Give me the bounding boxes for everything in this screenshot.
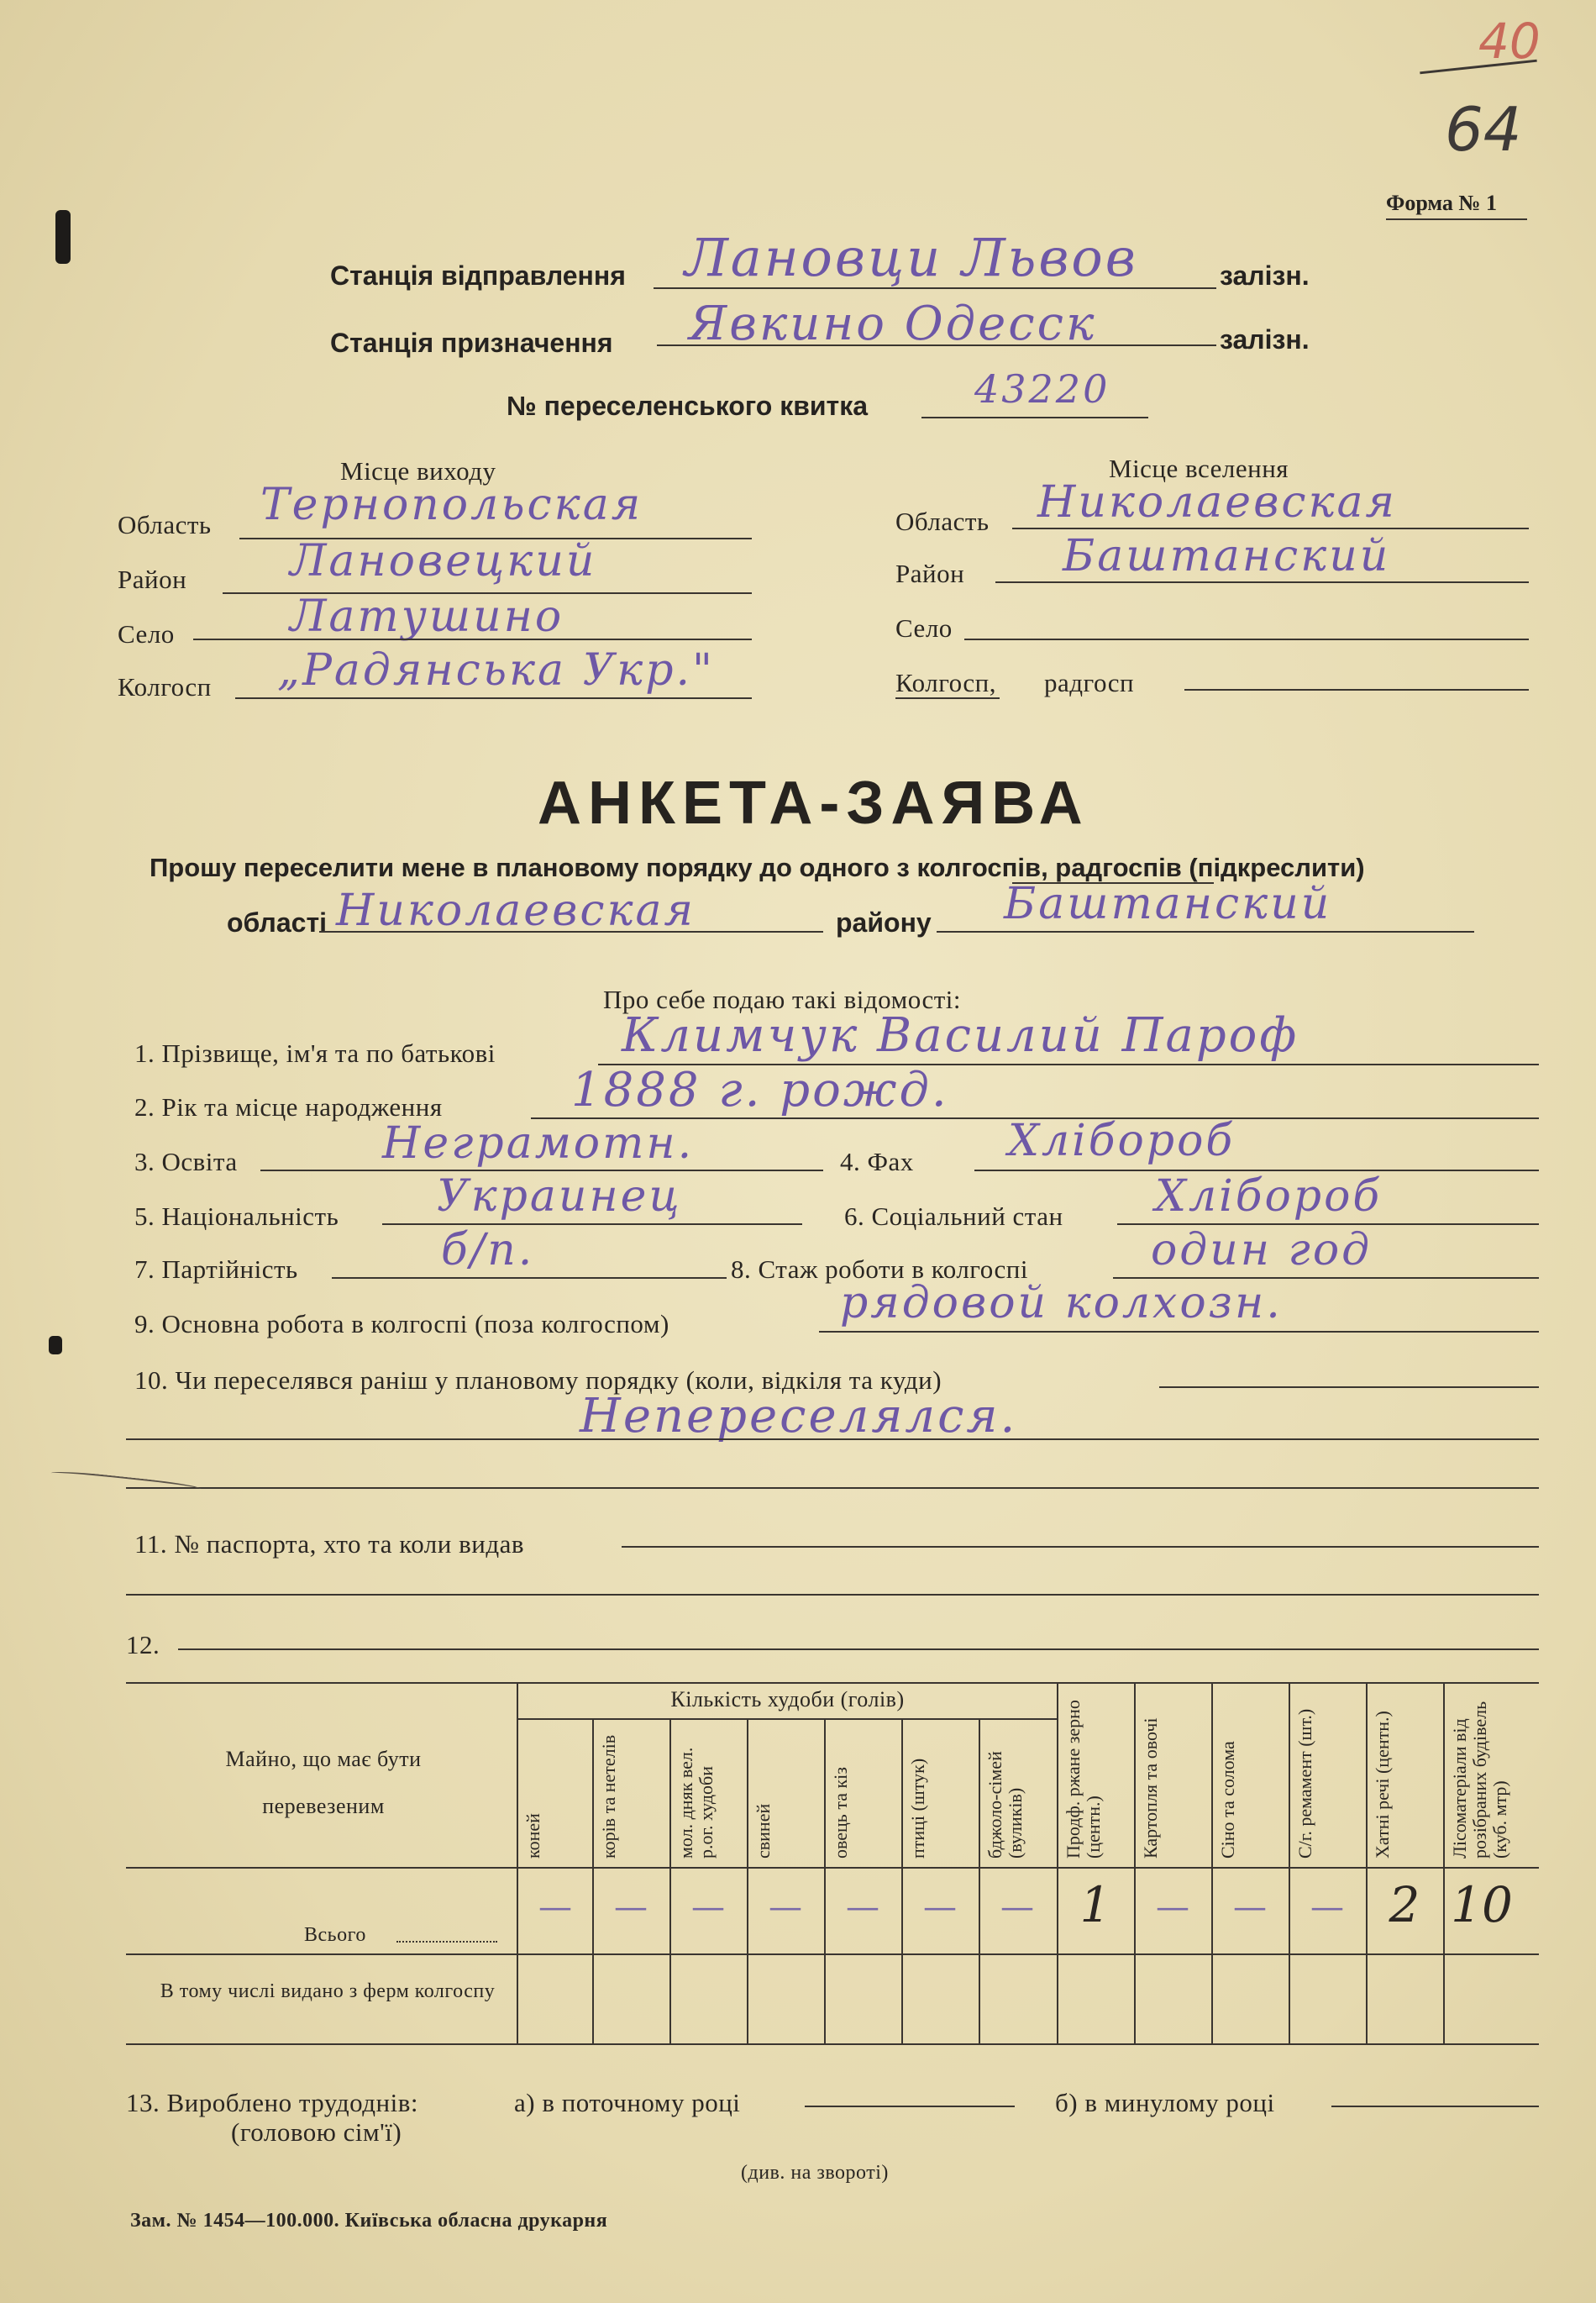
intro-text: Про себе подаю такі відомості: — [603, 985, 962, 1014]
q13-label: 13. Вироблено трудоднів: — [126, 2088, 419, 2117]
raion-label: району — [836, 907, 932, 938]
q9-label: 9. Основна робота в колгоспі (поза колгоспом) — [134, 1309, 669, 1338]
row-total-value: — — [846, 1888, 879, 1927]
destination-station-label: Станція призначення — [330, 328, 613, 358]
torn-edge — [50, 1470, 202, 1496]
q7-value: б/п. — [441, 1225, 535, 1275]
q12-label: 12. — [126, 1630, 160, 1659]
table-column-header: овець та кіз — [830, 1767, 851, 1859]
table-column-header: Лісоматеріали від розібраних будівель (куб. мтр) — [1449, 1701, 1510, 1859]
table-column-header: мол. дняк вел. р.ог. худоби — [675, 1747, 717, 1859]
q2-value: 1888 г. рожд. — [571, 1063, 949, 1117]
q2-label: 2. Рік та місце народження — [134, 1092, 443, 1122]
table-column-header: птиці (штук) — [907, 1758, 928, 1859]
destination-selo-label: Село — [895, 613, 953, 643]
ticket-label: № переселенського квитка — [507, 391, 869, 421]
q11-label: 11. № паспорта, хто та коли видав — [134, 1529, 524, 1559]
row-total-label: Всього — [304, 1924, 366, 1946]
row-total-value: — — [1233, 1888, 1267, 1927]
destination-raion-value: Баштанский — [1063, 531, 1391, 581]
q5-value: Украинец — [437, 1171, 682, 1222]
form-number: Форма № 1 — [1386, 191, 1498, 215]
table-column-header: Продф. ржане зерно (центн.) — [1063, 1700, 1104, 1859]
q1-label: 1. Прізвище, ім'я та по батькові — [134, 1038, 496, 1068]
table-column-header: Хатні речі (центн.) — [1372, 1711, 1393, 1859]
origin-raion-label: Район — [118, 565, 187, 594]
q8-value: один год — [1151, 1225, 1373, 1275]
row-total-value: — — [614, 1888, 648, 1927]
origin-heading: Місце виходу — [340, 456, 496, 486]
row-total-value: 1 — [1079, 1876, 1111, 1933]
q13-a: а) в поточному році — [514, 2088, 741, 2117]
row-total-value: — — [769, 1888, 802, 1927]
table-column-header: Картопля та овочі — [1140, 1717, 1161, 1859]
origin-kolhosp-label: Колгосп — [118, 672, 212, 702]
q10-value: Непереселялся. — [580, 1389, 1018, 1443]
table-column-header: свиней — [753, 1803, 774, 1859]
q3-value: Неграмотн. — [382, 1118, 695, 1169]
row-total-value: — — [691, 1888, 725, 1927]
table-property-header: Майно, що має бути перевезеним — [225, 1747, 422, 1818]
q9-value: рядовой колхозн. — [840, 1278, 1283, 1328]
departure-suffix: залізн. — [1220, 260, 1310, 291]
destination-radhosp-label: радгосп — [1044, 668, 1135, 697]
q4-value: Хлібороб — [1008, 1116, 1236, 1166]
page-number: 64 — [1445, 94, 1522, 165]
table-column-header: бджоло-сімей (вуликів) — [984, 1751, 1026, 1859]
row-farm-label: В тому числі видано з ферм колгоспу — [160, 1980, 496, 2002]
row-total-value: — — [923, 1888, 957, 1927]
q6-value: Хлібороб — [1155, 1171, 1383, 1222]
row-total-value: 10 — [1451, 1876, 1513, 1933]
q13-b: б) в минулому році — [1055, 2088, 1275, 2117]
origin-selo-label: Село — [118, 619, 175, 649]
see-back-note: (див. на звороті) — [741, 2162, 889, 2184]
raion-value: Баштанский — [1004, 879, 1332, 929]
table-column-header: корів та нетелів — [598, 1734, 619, 1859]
q13-sub: (головою сім'ї) — [231, 2117, 402, 2147]
printer-note: Зам. № 1454—100.000. Київська обласна друкарня — [130, 2210, 608, 2232]
table-livestock-header: Кількість худоби (голів) — [670, 1687, 905, 1711]
destination-heading: Місце вселення — [1109, 454, 1289, 483]
row-total-value: — — [538, 1888, 572, 1927]
table-column-header: С/г. ремамент (шт.) — [1294, 1708, 1315, 1859]
departure-station-value: Лановци Львов — [685, 227, 1138, 288]
q1-value: Климчук Василий Пароф — [622, 1008, 1299, 1063]
q6-label: 6. Соціальний стан — [844, 1201, 1063, 1231]
row-total-value: — — [1000, 1888, 1034, 1927]
table-column-header: коней — [522, 1813, 543, 1859]
destination-oblast-value: Николаевская — [1037, 477, 1397, 528]
destination-raion-label: Район — [895, 559, 965, 588]
ticket-value: 43220 — [974, 366, 1110, 412]
oblast-value: Николаевская — [336, 886, 696, 936]
origin-raion-value: Лановецкий — [290, 536, 597, 586]
destination-kolhosp-label: Колгосп, — [895, 668, 997, 697]
origin-selo-value: Латушино — [290, 592, 564, 642]
row-total-value: — — [1156, 1888, 1189, 1927]
q8-label: 8. Стаж роботи в колгоспі — [731, 1254, 1028, 1284]
table-column-header: Сіно та солома — [1217, 1741, 1238, 1859]
q3-label: 3. Освіта — [134, 1147, 238, 1176]
q10-label: 10. Чи переселявся раніш у плановому порядку (коли, відкіля та куди) — [134, 1365, 942, 1395]
binding-mark — [49, 1336, 62, 1354]
binding-mark — [55, 210, 71, 264]
origin-oblast-value: Тернопольская — [260, 480, 643, 530]
destination-station-value: Явкино Одесск — [689, 297, 1097, 351]
origin-oblast-label: Область — [118, 510, 212, 539]
row-total-value: 2 — [1389, 1876, 1420, 1933]
q5-label: 5. Національність — [134, 1201, 339, 1231]
request-text: Прошу переселити мене в плановому порядку до одного з колгоспів, радгоспів (підкреслити) — [150, 853, 1365, 882]
origin-kolhosp-value: „Радянська Укр." — [277, 645, 715, 696]
page-title: АНКЕТА-ЗАЯВА — [538, 770, 1089, 837]
destination-suffix: залізн. — [1220, 324, 1310, 355]
destination-oblast-label: Область — [895, 507, 990, 536]
q4-label: 4. Фах — [840, 1147, 914, 1176]
departure-station-label: Станція відправлення — [330, 260, 626, 291]
oblast-label: області — [227, 907, 327, 938]
page-number-struck: 40 — [1478, 13, 1541, 70]
q7-label: 7. Партійність — [134, 1254, 298, 1284]
row-total-value: — — [1310, 1888, 1344, 1927]
